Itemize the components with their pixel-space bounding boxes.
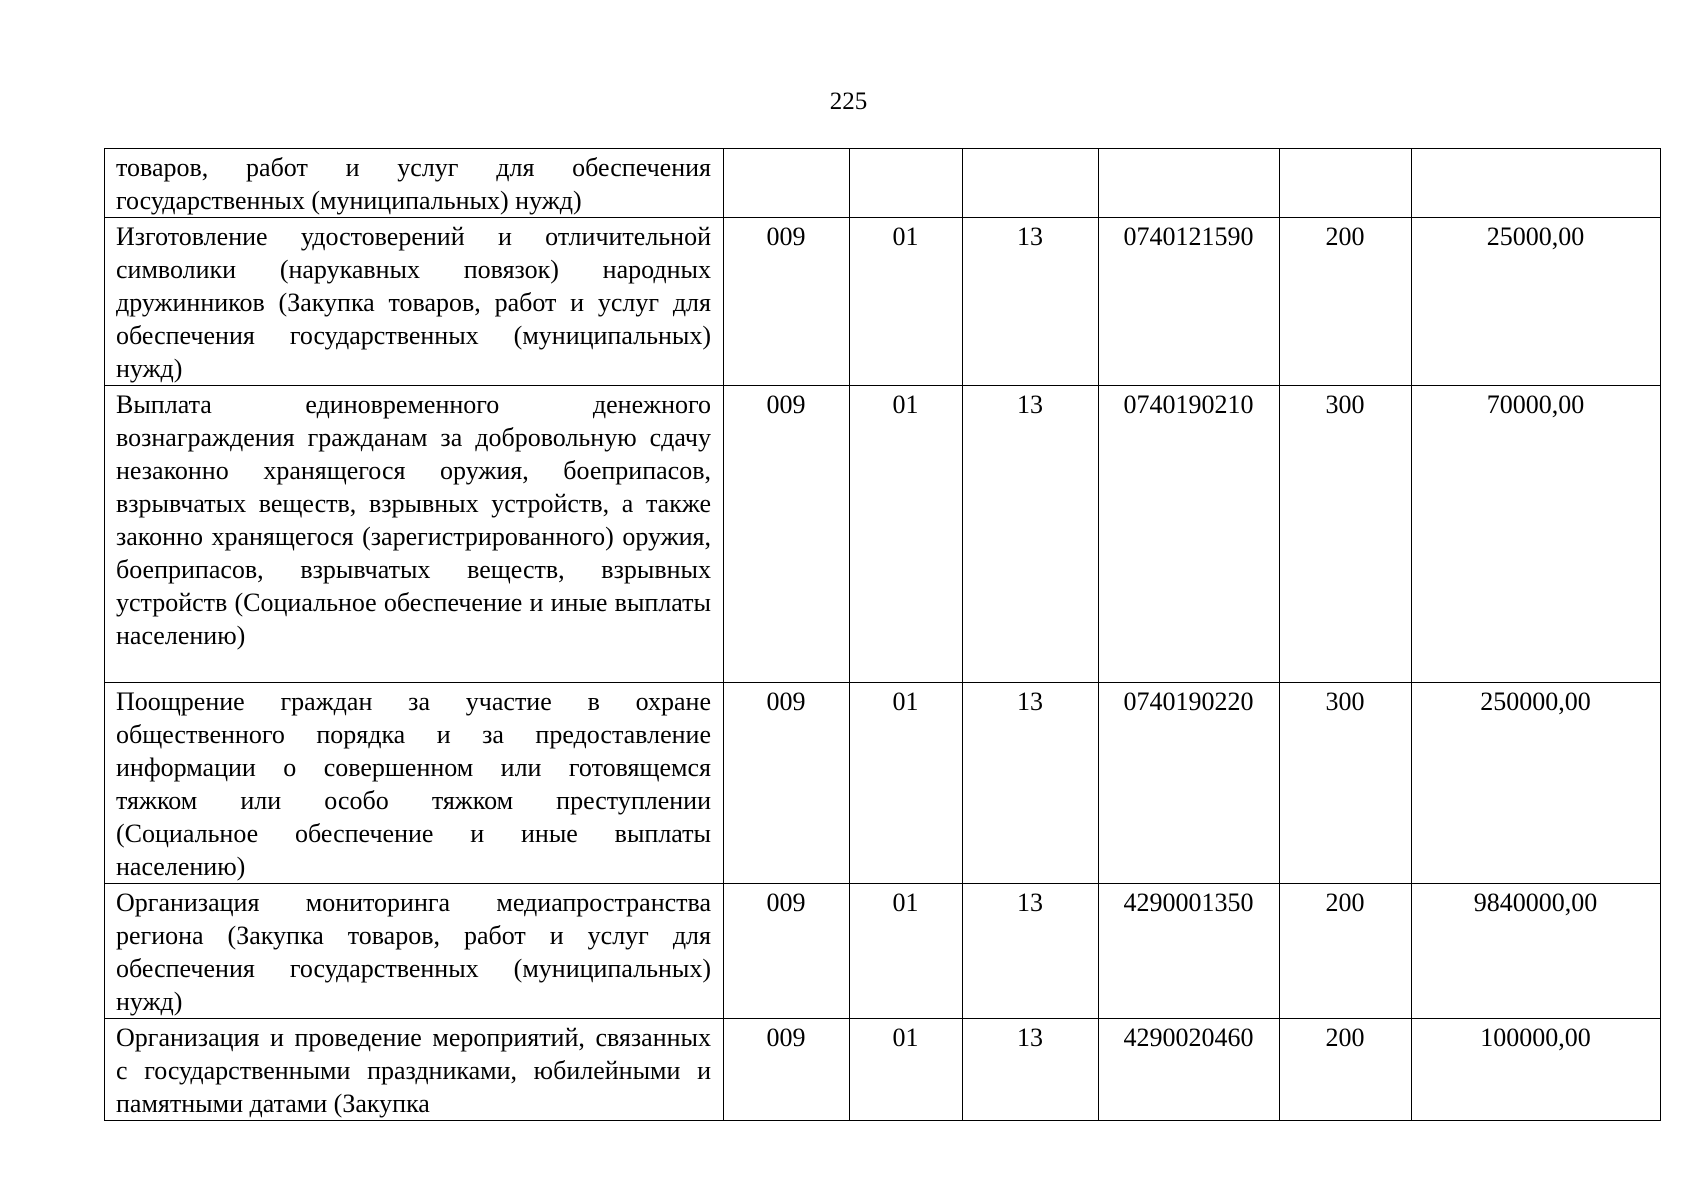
description-cell: товаров, работ и услуг для обеспечения государственных (муниципальных) нужд) — [105, 149, 724, 218]
target-article-cell: 0740190210 — [1099, 386, 1280, 683]
subsection-code-cell: 13 — [963, 218, 1099, 386]
amount-cell: 9840000,00 — [1412, 884, 1661, 1019]
table-row — [105, 149, 1661, 218]
section-code-cell: 01 — [850, 218, 963, 386]
subsection-code-cell: 13 — [963, 1019, 1099, 1121]
ministry-code-cell — [724, 149, 850, 218]
section-code-cell: 01 — [850, 386, 963, 683]
target-article-cell: 4290001350 — [1099, 884, 1280, 1019]
description-cell: Поощрение граждан за участие в охране общественного порядка и за предоставление информации о совершенном или готовящемся тяжком или особо тяжком преступлении (Социальное обеспечение и иные выплаты населению) — [105, 683, 724, 884]
page-number: 225 — [829, 88, 868, 115]
amount-cell — [1412, 149, 1661, 218]
ministry-code-cell: 009 — [724, 1019, 850, 1121]
target-article-cell: 4290020460 — [1099, 1019, 1280, 1121]
expense-type-cell: 200 — [1280, 884, 1412, 1019]
description-cell: Выплата единовременного денежного вознаграждения гражданам за добровольную сдачу незаконно хранящегося оружия, боеприпасов, взрывчатых веществ, взрывных устройств, а также законно хранящегося (зарегистрированного) оружия, боеприпасов, взрывчатых веществ, взрывных устройств (Социальное обеспечение и иные выплаты населению) — [105, 386, 724, 683]
description-cell: Организация и проведение мероприятий, связанных с государственными праздниками, юбилейными и памятными датами (Закупка — [105, 1019, 724, 1121]
expense-type-cell: 200 — [1280, 218, 1412, 386]
subsection-code-cell: 13 — [963, 386, 1099, 683]
subsection-code-cell — [963, 149, 1099, 218]
target-article-cell — [1099, 149, 1280, 218]
description-cell: Изготовление удостоверений и отличительной символики (нарукавных повязок) народных дружинников (Закупка товаров, работ и услуг для обеспечения государственных (муниципальных) нужд) — [105, 218, 724, 386]
description-cell: Организация мониторинга медиапространства региона (Закупка товаров, работ и услуг для обеспечения государственных (муниципальных) нужд) — [105, 884, 724, 1019]
expense-type-cell: 200 — [1280, 1019, 1412, 1121]
table-row — [105, 683, 1661, 884]
section-code-cell — [850, 149, 963, 218]
ministry-code-cell: 009 — [724, 683, 850, 884]
section-code-cell: 01 — [850, 1019, 963, 1121]
ministry-code-cell: 009 — [724, 386, 850, 683]
table-row — [105, 1019, 1661, 1121]
section-code-cell: 01 — [850, 884, 963, 1019]
subsection-code-cell: 13 — [963, 683, 1099, 884]
expense-type-cell: 300 — [1280, 386, 1412, 683]
table-row — [105, 386, 1661, 683]
table-row — [105, 884, 1661, 1019]
table-row — [105, 218, 1661, 386]
expense-type-cell — [1280, 149, 1412, 218]
section-code-cell: 01 — [850, 683, 963, 884]
amount-cell: 100000,00 — [1412, 1019, 1661, 1121]
budget-table — [104, 148, 1661, 1121]
subsection-code-cell: 13 — [963, 884, 1099, 1019]
amount-cell: 70000,00 — [1412, 386, 1661, 683]
amount-cell: 25000,00 — [1412, 218, 1661, 386]
target-article-cell: 0740121590 — [1099, 218, 1280, 386]
expense-type-cell: 300 — [1280, 683, 1412, 884]
target-article-cell: 0740190220 — [1099, 683, 1280, 884]
amount-cell: 250000,00 — [1412, 683, 1661, 884]
ministry-code-cell: 009 — [724, 218, 850, 386]
ministry-code-cell: 009 — [724, 884, 850, 1019]
